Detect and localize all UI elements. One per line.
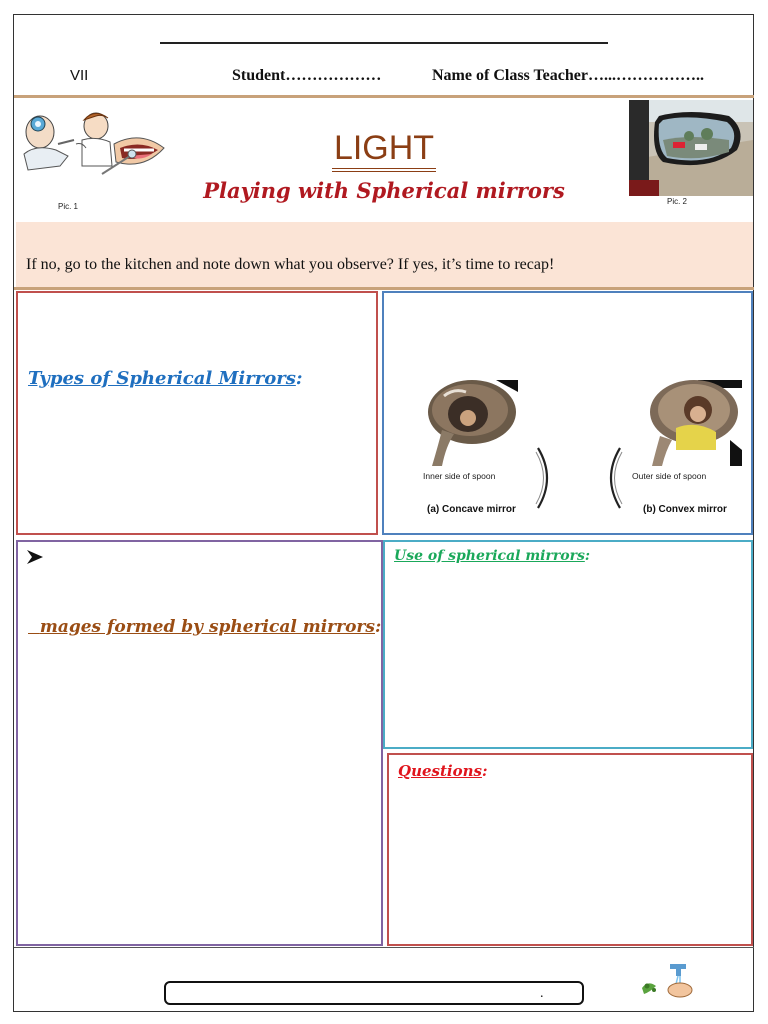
handwash-icon <box>640 962 696 1000</box>
concave-mirror-label: (a) Concave mirror <box>427 504 516 515</box>
header-divider <box>14 95 754 98</box>
use-section-box <box>383 540 753 749</box>
intro-divider <box>14 287 754 290</box>
use-heading <box>394 548 590 564</box>
types-heading <box>28 368 303 389</box>
outer-spoon-photo <box>646 380 742 466</box>
page-subtitle: Playing with Spherical mirrors <box>203 178 565 203</box>
footer-dot: . <box>540 986 544 1001</box>
use-heading-text: Use of spherical mirrors <box>394 548 585 564</box>
page-title <box>0 128 768 172</box>
inner-spoon-photo <box>420 380 518 466</box>
types-heading-text: Types of Spherical Mirrors <box>28 368 296 389</box>
footer-divider <box>14 947 754 948</box>
title-text: LIGHT <box>332 128 436 172</box>
images-heading-text <box>28 617 375 637</box>
questions-section-box <box>387 753 753 946</box>
questions-heading-text: Questions <box>398 762 482 780</box>
images-heading-label: mages formed by spherical mirrors <box>39 617 375 637</box>
intro-band <box>16 222 753 288</box>
class-teacher-field[interactable]: Name of Class Teacher…...…………….. <box>432 67 704 84</box>
concave-mirror-symbol <box>534 446 560 510</box>
images-heading <box>28 617 381 637</box>
types-section-box <box>16 291 378 535</box>
convex-mirror-symbol <box>598 446 624 510</box>
use-heading-colon: : <box>584 548 590 564</box>
pic1-caption: Pic. 1 <box>58 202 79 211</box>
grade-label: VII <box>70 67 89 84</box>
images-section-box <box>16 540 383 946</box>
questions-heading <box>398 762 488 780</box>
student-field[interactable]: Student……………… <box>232 67 382 84</box>
convex-mirror-label: (b) Convex mirror <box>643 504 727 515</box>
pic2-caption: Pic. 2 <box>667 197 688 206</box>
images-heading-colon: : <box>374 617 382 637</box>
intro-text: If no, go to the kitchen and note down what you observe? If yes, it’s time to recap! <box>26 256 555 273</box>
arrowhead-bullet-icon <box>26 549 44 565</box>
footer-box <box>164 981 584 1005</box>
outer-spoon-caption: Outer side of spoon <box>632 471 707 481</box>
questions-heading-colon: : <box>481 762 488 780</box>
types-heading-colon: : <box>295 368 303 389</box>
top-rule <box>160 42 608 44</box>
inner-spoon-caption: Inner side of spoon <box>423 471 496 481</box>
